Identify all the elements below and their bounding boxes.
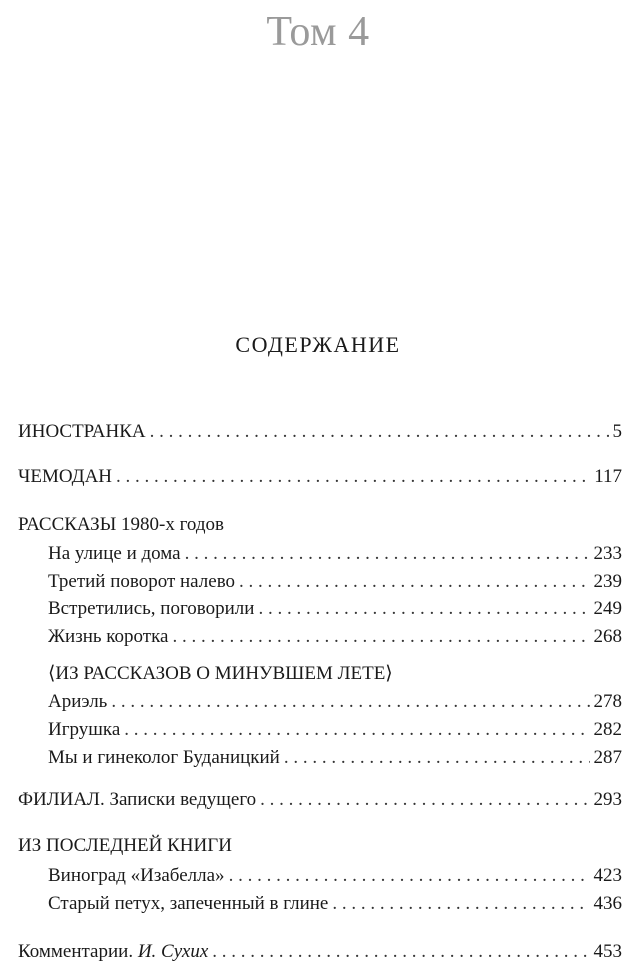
toc-entry-page: 233	[593, 543, 622, 564]
toc-entry-page: 287	[593, 747, 622, 768]
toc-entry-page: 268	[593, 626, 622, 647]
toc-entry-title: Виноград «Изабелла»	[48, 865, 225, 886]
toc-entry-title: ФИЛИАЛ. Записки ведущего	[18, 789, 257, 810]
toc-entry-title: ИНОСТРАНКА	[18, 421, 146, 442]
toc-entry-page: 293	[593, 789, 622, 810]
toc-entry-title: Мы и гинеколог Буданицкий	[48, 747, 280, 768]
toc-entry[interactable]	[48, 718, 622, 742]
dot-leader	[258, 597, 589, 621]
toc-entry-chemodan[interactable]	[18, 465, 622, 489]
dot-leader	[116, 465, 590, 489]
toc-entry-title: Жизнь коротка	[48, 626, 169, 647]
toc-entry-title	[18, 940, 208, 964]
toc-entry[interactable]	[48, 690, 622, 714]
commentary-label: Комментарии.	[18, 941, 138, 962]
commentary-author: И. Сухих	[137, 941, 209, 962]
toc-entry-title: Встретились, поговорили	[48, 598, 255, 619]
toc-entry[interactable]	[48, 746, 622, 770]
toc-entry-page: 239	[593, 571, 622, 592]
section-heading-last-book: ИЗ ПОСЛЕДНЕЙ КНИГИ	[18, 835, 232, 856]
toc-entry-commentary[interactable]	[18, 940, 622, 964]
toc-entry-page: 278	[593, 691, 622, 712]
toc-entry-page: 117	[594, 466, 622, 487]
toc-entry-title: ЧЕМОДАН	[18, 466, 113, 487]
dot-leader	[260, 788, 589, 812]
toc-entry[interactable]	[48, 892, 622, 916]
dot-leader	[229, 864, 590, 888]
toc-entry-filial[interactable]	[18, 788, 622, 812]
toc-entry-title: Ариэль	[48, 691, 108, 712]
dot-leader	[284, 746, 590, 770]
dot-leader	[239, 570, 589, 594]
toc-entry[interactable]	[48, 597, 622, 621]
toc-entry[interactable]	[48, 542, 622, 566]
toc-entry-title: Третий поворот налево	[48, 571, 236, 592]
dot-leader	[111, 690, 589, 714]
dot-leader	[124, 718, 589, 742]
toc-entry-title: Игрушка	[48, 719, 121, 740]
toc-entry-title: Старый петух, запеченный в глине	[48, 893, 329, 914]
section-heading-stories-1980s: РАССКАЗЫ 1980-х годов	[18, 514, 225, 535]
toc-entry[interactable]	[48, 625, 622, 649]
dot-leader	[332, 892, 589, 916]
toc-entry-page: 436	[593, 893, 622, 914]
contents-heading: СОДЕРЖАНИЕ	[235, 332, 401, 357]
dot-leader	[185, 542, 590, 566]
section-heading-past-summer: ⟨ИЗ РАССКАЗОВ О МИНУВШЕМ ЛЕТЕ⟩	[48, 663, 393, 684]
dot-leader	[172, 625, 589, 649]
toc-entry[interactable]	[48, 570, 622, 594]
toc-entry[interactable]	[48, 864, 622, 888]
toc-entry-page: 423	[593, 865, 622, 886]
toc-entry-page: 249	[593, 598, 622, 619]
toc-entry-page: 282	[593, 719, 622, 740]
toc-entry-inostranka[interactable]	[18, 420, 622, 444]
toc-entry-page: 5	[612, 421, 622, 442]
dot-leader	[212, 940, 589, 964]
dot-leader	[150, 420, 609, 444]
volume-title: Том 4	[266, 9, 370, 55]
toc-entry-title: На улице и дома	[48, 543, 181, 564]
toc-entry-page: 453	[593, 941, 622, 962]
